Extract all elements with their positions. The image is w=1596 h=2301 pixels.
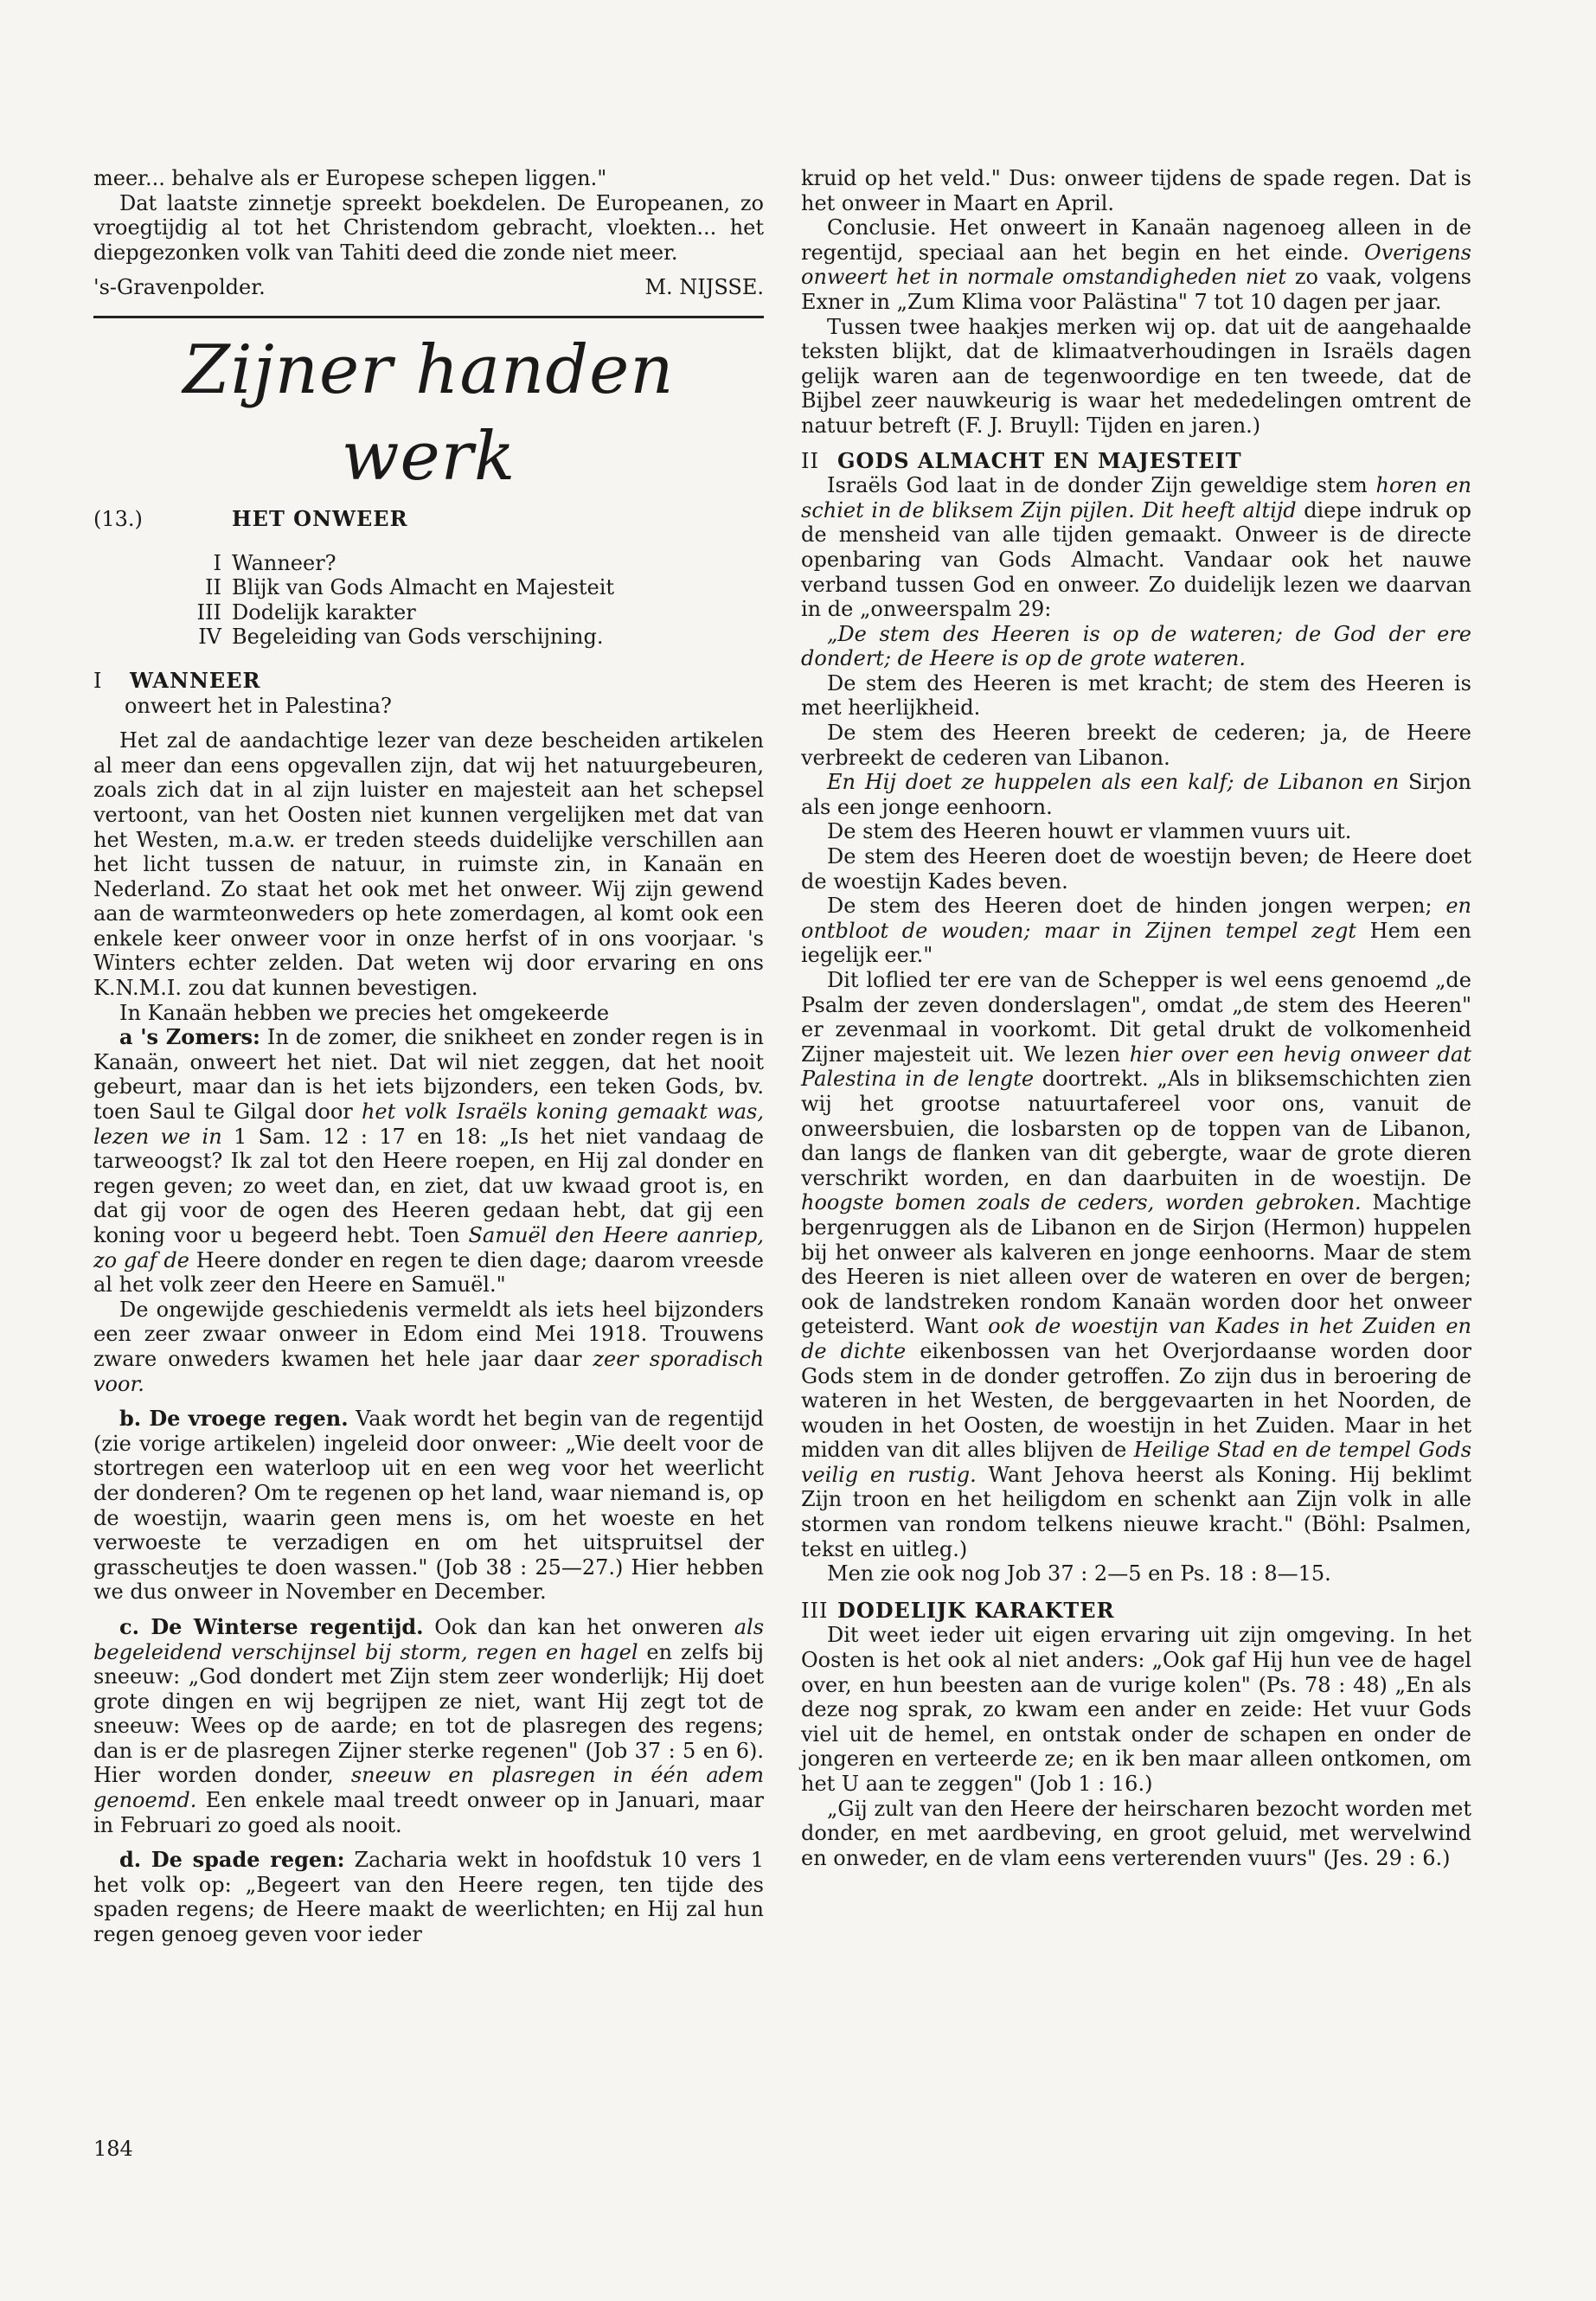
psalm-quote: De stem des Heeren breekt de cederen; ja, de Heere verbreekt de cederen van Libanon. [801,721,1471,770]
psalm-quote: De stem des Heeren is met kracht; de stem des Heeren is met heerlijkheid. [801,670,1471,721]
article-outline [187,551,764,650]
body-paragraph: Tussen twee haakjes merken wij op. dat uit de aangehaalde teksten blijkt, dat de klimaatverhoudingen in Israëls dagen gelijk waren aan de tegenwoordige en ten tweede, dat de Bijbel zeer nauwkeurig is waar het mededelingen omtrent de natuur betreft (F. J. Bruyll: Tijden en jaren.) [801,314,1471,438]
outline-item: I Wanneer? [213,550,337,575]
body-paragraph: Men zie ook nog Job 37 : 2—5 en Ps. 18 : 8—15. [827,1561,1331,1586]
body-paragraph: Dit loflied ter ere van de Schepper is wel eens genoemd „de Psalm der zeven donderslagen", omdat „de stem des Heeren" er zevenmaal in voorkomt. Dit getal drukt de volkomenheid Zijner majesteit uit. We lezen hier over een hevig onweer dat Palestina in de lengte doortrekt. „Als in bliksemschichten zien wij het grootse natuurtafereel voor ons, vanuit de onweersbuien, die losbarsten op de toppen van de Libanon, dan langs de flanken van dit gebergte, waar de grote dieren verschrikt worden, en dan daarbuiten in de woestijn. De hoogste bomen zoals de ceders, worden gebroken. Machtige bergenruggen als de Libanon en de Sirjon (Hermon) huppelen bij het onweer als kalveren en jonge eenhoorns. Maar de stem des Heeren is niet alleen over de wateren en over de bergen; ook de landstreken rondom Kanaän worden door het onweer geteisterd. Want ook de woestijn van Kades in het Zuiden en de dichte eikenbossen van het Overjordaanse worden door Gods stem in de donder getroffen. Zo zijn dus in beroering de wateren in het Westen, de berggevaarten in het Noorden, de wouden in het Oosten, de woestijn in het Zuiden. Maar in het midden van dit alles blijven de Heilige Stad en de tempel Gods veilig en rustig. Want Jehova heerst als Koning. Hij beklimt Zijn troon en het heiligdom en schenkt aan Zijn volk in alle stormen van rondom telkens nieuwe kracht." (Böhl: Psalmen, tekst en uitleg.) [801,968,1472,1561]
outline-item: IV Begeleiding van Gods verschijning. [198,625,604,650]
body-paragraph: kruid op het veld." Dus: onweer tijdens de spade regen. Dat is het onweer in Maart en April. [801,166,1471,215]
paragraph-late-rain: d. De spade regen: Zacharia wekt in hoofdstuk 10 vers 1 het volk op: „Begeert van den Heere regen, ten tijde des spaden regens; de Heere maakt de weerlichten; en Hij zal hun regen genoeg geven voor ieder [93,1847,764,1947]
intro-line: meer... behalve als er Europese schepen liggen." [93,166,607,190]
section-heading-3: III DODELIJK KARAKTER [801,1597,1115,1623]
outline-item: II Blijk van Gods Almacht en Majesteit [205,575,615,600]
paragraph-winter-rain: c. De Winterse regentijd. Ook dan kan het onweren als begeleidend verschijnsel bij storm, regen en hagel en zelfs bij sneeuw: „God dondert met Zijn stem zeer wonderlijk; Hij doet grote dingen en wij begrijpen ze niet, want Hij zegt tot de sneeuw: Wees op de aarde; en tot de plasregen des regens; dan is er de plasregen Zijner sterke regenen" (Job 37 : 5 en 6). Hier worden donder, sneeuw en plasregen in één adem genoemd. Een enkele maal treedt onweer op in Januari, maar in Februari zo goed als nooit. [93,1613,765,1837]
body-paragraph: In Kanaän hebben we precies het omgekeerde [119,1000,610,1025]
psalm-quote: De stem des Heeren houwt er vlammen vuurs uit. [827,819,1352,844]
body-paragraph: Israëls God laat in de donder Zijn geweldige stem horen en schiet in de bliksem Zijn pijlen. Dit heeft altijd diepe indruk op de mensheid van alle tijden gemaakt. Onweer is de directe openbaring van Gods Almacht. Vandaar ook het nauwe verband tussen God en onweer. Zo duidelijk lezen we daarvan in de „onweerspalm 29: [801,473,1472,622]
body-paragraph: De ongewijde geschiedenis vermeldt als iets heel bijzonders een zeer zwaar onweer in Edom eind Mei 1918. Trouwens zware onweders kwamen het hele jaar daar zeer sporadisch voor. [93,1297,764,1396]
body-paragraph: Het zal de aandachtige lezer van deze bescheiden artikelen al meer dan eens opgevallen zijn, dat wij het natuurgebeuren, zoals zich dat in al zijn luister en majesteit aan het schepsel vertoont, van het Oosten niet kunnen vergelijken met dat van het Westen, m.a.w. er treden steeds duidelijke verschillen aan het licht tussen de natuur, in ruimste zin, in Kanaän en Nederland. Zo staat het ook met het onweer. Wij zijn gewend aan de warmteonweders op hete zomerdagen, al komt ook een enkele keer onweer voor in onze herfst of in ons voorjaar. 's Winters echter zelden. Dat weten wij door ervaring en ons K.N.M.I. zou dat kunnen bevestigen. [93,728,764,1001]
left-column [93,166,764,1947]
column-masthead: Zijner handen werk [183,330,675,496]
intro-paragraph: Dat laatste zinnetje spreekt boekdelen. De Europeanen, zo vroegtijdig al tot het Christendom gebracht, vloekten... het diepgezonken volk van Tahiti deed die zonde niet meer. [93,190,764,265]
psalm-quote: De stem des Heeren doet de woestijn beven; de Heere doet de woestijn Kades beven. [801,844,1471,894]
section-heading-1: I WANNEER [93,667,261,693]
outline-item: III Dodelijk karakter [196,599,416,625]
body-paragraph: Dit weet ieder uit eigen ervaring uit zijn omgeving. In het Oosten is het ook al niet anders: „Ook gaf Hij hun vee de hagel over, en hun beesten aan de vurige kolen" (Ps. 78 : 48) „En als deze nog sprak, zo kwam een ander en zeide: Het vuur Gods viel uit de hemel, en ontstak onder de schapen en onder de jongeren en verteerde ze; en ik ben maar alleen ontkomen, om het U aan te zeggen" (Job 1 : 16.) [801,1623,1471,1796]
section-heading-2: II GODS ALMACHT EN MAJESTEIT [801,447,1242,473]
article-number: (13.) [93,506,143,531]
psalm-quote: De stem des Heeren doet de hinden jongen werpen; en ontbloot de wouden; maar in Zijnen tempel zegt Hem een iegelijk eer." [801,894,1471,968]
conclusion-paragraph: Conclusie. Het onweert in Kanaän nagenoeg alleen in de regentijd, speciaal aan het begin en het einde. Overigens onweert het in normale omstandigheden niet zo vaak, volgens Exner in „Zum Klima voor Palästina" 7 tot 10 dagen per jaar. [801,215,1471,314]
article-title: HET ONWEER [232,505,408,531]
psalm-quote: En Hij doet ze huppelen als een kalf; de Libanon en Sirjon als een jonge eenhoorn. [801,770,1471,819]
article-header [93,507,764,532]
section-divider [93,316,764,318]
page-number: 184 [93,2137,133,2161]
signature-author: M. NIJSSE. [644,275,764,300]
paragraph-early-rain: b. De vroege regen. Vaak wordt het begin van de regentijd (zie vorige artikelen) ingeleid door onweer: „Wie deelt voor de stortregen een waterloop uit en een weg voor het weerlicht der donderen? Om te regenen op het land, waar niemand is, op de woestijn, waarin geen mens is, om het woeste en het verwoeste te verzadigen en om het uitspruitsel der grasscheutjes te doen wassen." (Job 38 : 25—27.) Hier hebben we dus onweer in November en December. [93,1406,764,1605]
section-subheading-1: onweert het in Palestina? [125,693,392,718]
signature-line [93,275,764,300]
paragraph-summer: a 's Zomers: In de zomer, die snikheet en zonder regen is in Kanaän, onweert het niet. Dat wil niet zeggen, dat het nooit gebeurt, maar dan is het iets bijzonders, een teken Gods, bv. toen Saul te Gilgal door het volk Israëls koning gemaakt was, lezen we in 1 Sam. 12 : 17 en 18: „Is het niet vandaag de tarweoogst? Ik zal tot den Heere roepen, en Hij zal donder en regen geven; zo weet dan, en ziet, dat uw kwaad groot is, en dat gij voor de ogen des Heeren gedaan hebt, dat gij een koning voor u begeerd hebt. Toen Samuël den Heere aanriep, zo gaf de Heere donder en regen te dien dage; daarom vreesde al het volk zeer den Heere en Samuël." [93,1024,765,1298]
body-paragraph: „Gij zult van den Heere der heirscharen bezocht worden met donder, en met aardbeving, en groot geluid, met wervelwind en onweder, en de vlam eens verterenden vuurs" (Jes. 29 : 6.) [801,1796,1471,1870]
right-column [801,166,1471,1870]
signature-place: 's-Gravenpolder. [93,275,266,300]
psalm-quote: „De stem des Heeren is op de wateren; de God der ere dondert; de Heere is op de grote wateren. [801,621,1471,671]
